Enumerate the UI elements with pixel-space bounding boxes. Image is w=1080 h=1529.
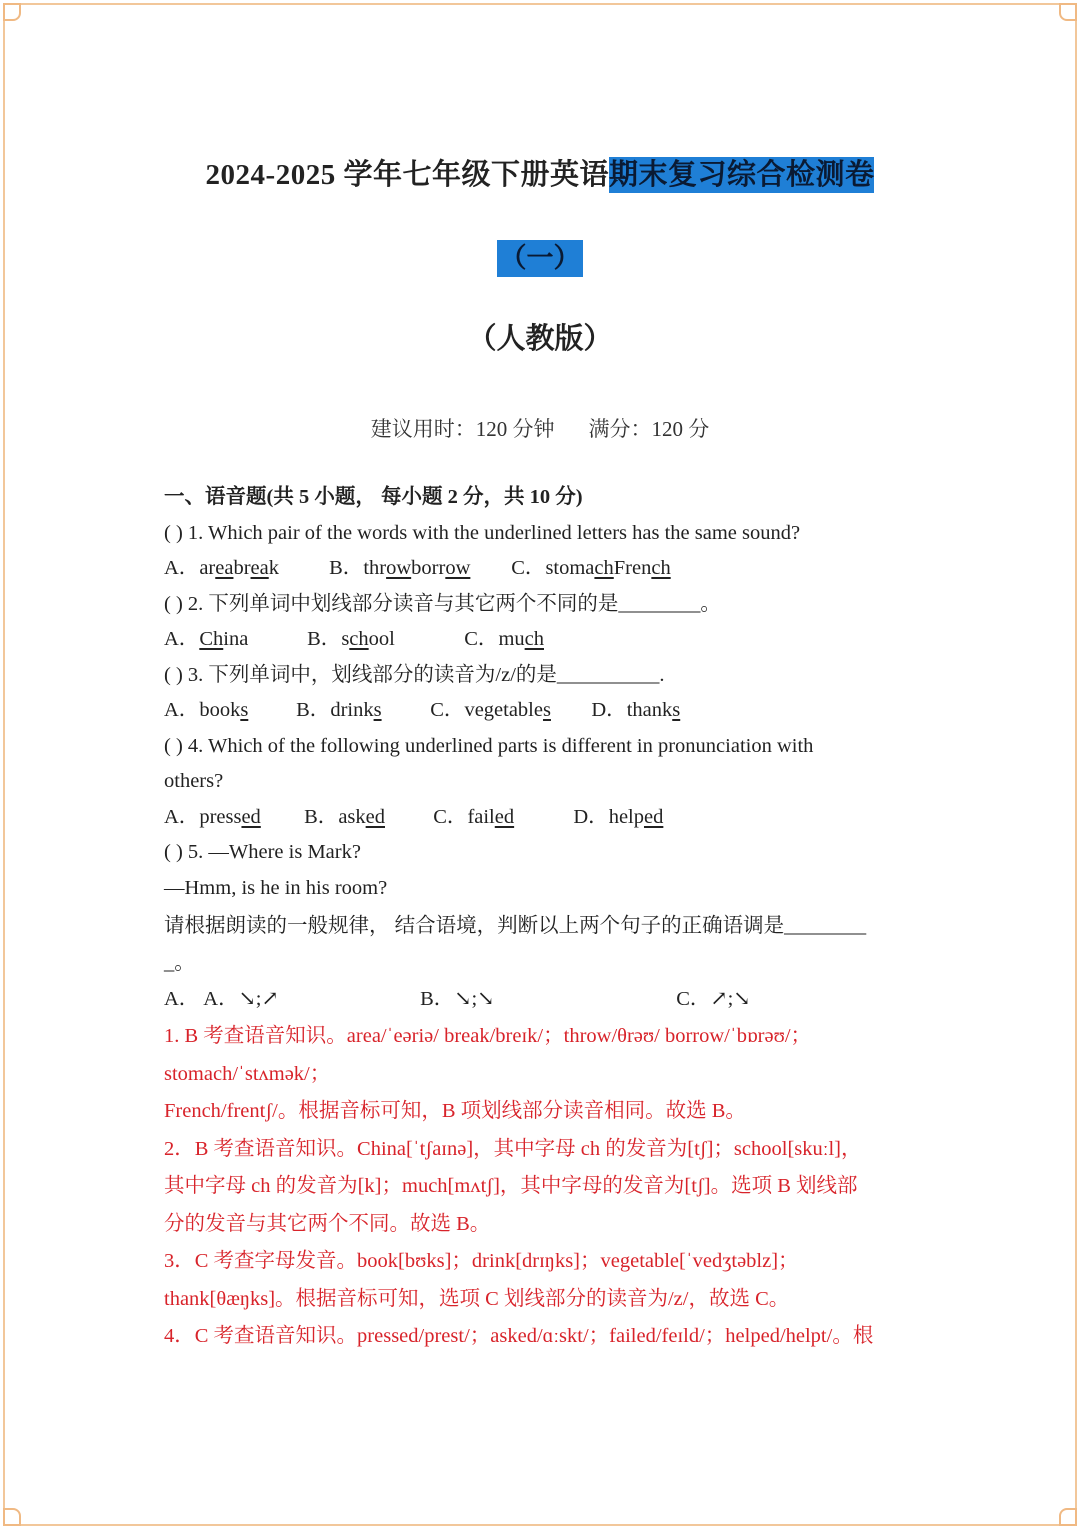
answer-line: 2．B 考查语音知识。China[ˈtʃaɪnə]，其中字母 ch 的发音为[tʃ]；school[skuːl]， (164, 1137, 862, 1160)
question-4-options (164, 800, 924, 836)
option-c: C．stomachFrench (511, 557, 671, 579)
option-d: D．thanks (591, 699, 681, 721)
option-a: A．pressed (164, 805, 261, 828)
option-a: A．books (164, 699, 249, 721)
answer-line: thank[θæŋks]。根据音标可知，选项 C 划线部分的读音为/z/，故选 C。 (164, 1287, 790, 1310)
answer-key (164, 1018, 924, 1356)
corner-ornament (3, 3, 21, 21)
question-4-stem: ( ) 4. Which of the following underlined parts is different in pronunciation with (164, 734, 814, 757)
option-b: B．↘;↘ (420, 988, 495, 1010)
question-1-options (164, 551, 924, 587)
answer-line: 分的发音与其它两个不同。故选 B。 (164, 1212, 491, 1235)
question-5-prompt: 请根据朗读的一般规律， 结合语境，判断以上两个句子的正确语调是________ (164, 915, 867, 937)
edition-label: （人教版） (467, 323, 613, 355)
question-3-options (164, 693, 924, 729)
question-2-stem: ( ) 2. 下列单词中划线部分读音与其它两个不同的是________。 (164, 592, 721, 615)
question-4-stem-cont: others? (164, 770, 224, 792)
option-c: C．vegetables (430, 699, 551, 721)
option-b: B．school (307, 628, 395, 650)
corner-ornament (3, 1508, 21, 1526)
option-c: C．failed (433, 805, 515, 828)
option-b: B．drinks (296, 699, 382, 721)
answer-line: 4．C 考查语音知识。pressed/prest/；asked/ɑːskt/；failed/feɪld/；helped/helpt/。根 (164, 1325, 874, 1347)
question-5-stem: ( ) 5. —Where is Mark? (164, 841, 361, 863)
section-heading: 一、语音题(共 5 小题， 每小题 2 分，共 10 分) (164, 486, 583, 508)
question-1-stem: ( ) 1. Which pair of the words with the underlined letters has the same sound? (164, 521, 801, 544)
option-a: A． A．↘;↗ (164, 988, 279, 1010)
option-b: B．throwborrow (329, 557, 471, 579)
title-highlight[interactable]: 期末复习综合检测卷 (608, 159, 875, 191)
title-plain: 2024-2025 学年七年级下册英语 (205, 159, 609, 191)
answer-line: French/frentʃ/。根据音标可知，B 项划线部分读音相同。故选 B。 (164, 1100, 746, 1122)
corner-ornament (1059, 1508, 1077, 1526)
answer-line: 1. B 考查语音知识。area/ˈeəriə/ break/breɪk/；throw/θrəʊ/ borrow/ˈbɒrəʊ/； (164, 1025, 812, 1047)
corner-ornament (1059, 3, 1077, 21)
question-2-options (164, 622, 924, 658)
option-a: A．China (164, 628, 249, 650)
exam-body (164, 480, 924, 1356)
question-5-prompt-cont: _。 (164, 952, 195, 974)
answer-line: stomach/ˈstʌmək/； (164, 1062, 331, 1085)
title-number-highlight[interactable]: （一） (497, 240, 583, 277)
answer-line: 3．C 考查字母发音。book[bʊks]；drink[drɪŋks]；vegetable[ˈvedʒtəblz]； (164, 1250, 799, 1272)
exam-meta (0, 413, 1080, 443)
option-c: C．↗;↘ (676, 988, 751, 1010)
option-d: D．helped (573, 805, 664, 828)
page-title (0, 152, 1080, 193)
time-limit: 建议用时：120 分钟 (370, 417, 555, 441)
option-b: B．asked (304, 805, 385, 828)
option-a: A．areabreak (164, 557, 279, 579)
full-score: 满分：120 分 (588, 417, 710, 441)
option-c: C．much (464, 628, 544, 650)
answer-line: 其中字母 ch 的发音为[k]；much[mʌtʃ]，其中字母的发音为[tʃ]。选项 B 划线部 (164, 1175, 858, 1197)
question-3-stem: ( ) 3. 下列单词中，划线部分的读音为/z/的是__________. (164, 663, 665, 686)
question-5-options (164, 980, 924, 1018)
question-5-dialogue: —Hmm, is he in his room? (164, 876, 388, 899)
